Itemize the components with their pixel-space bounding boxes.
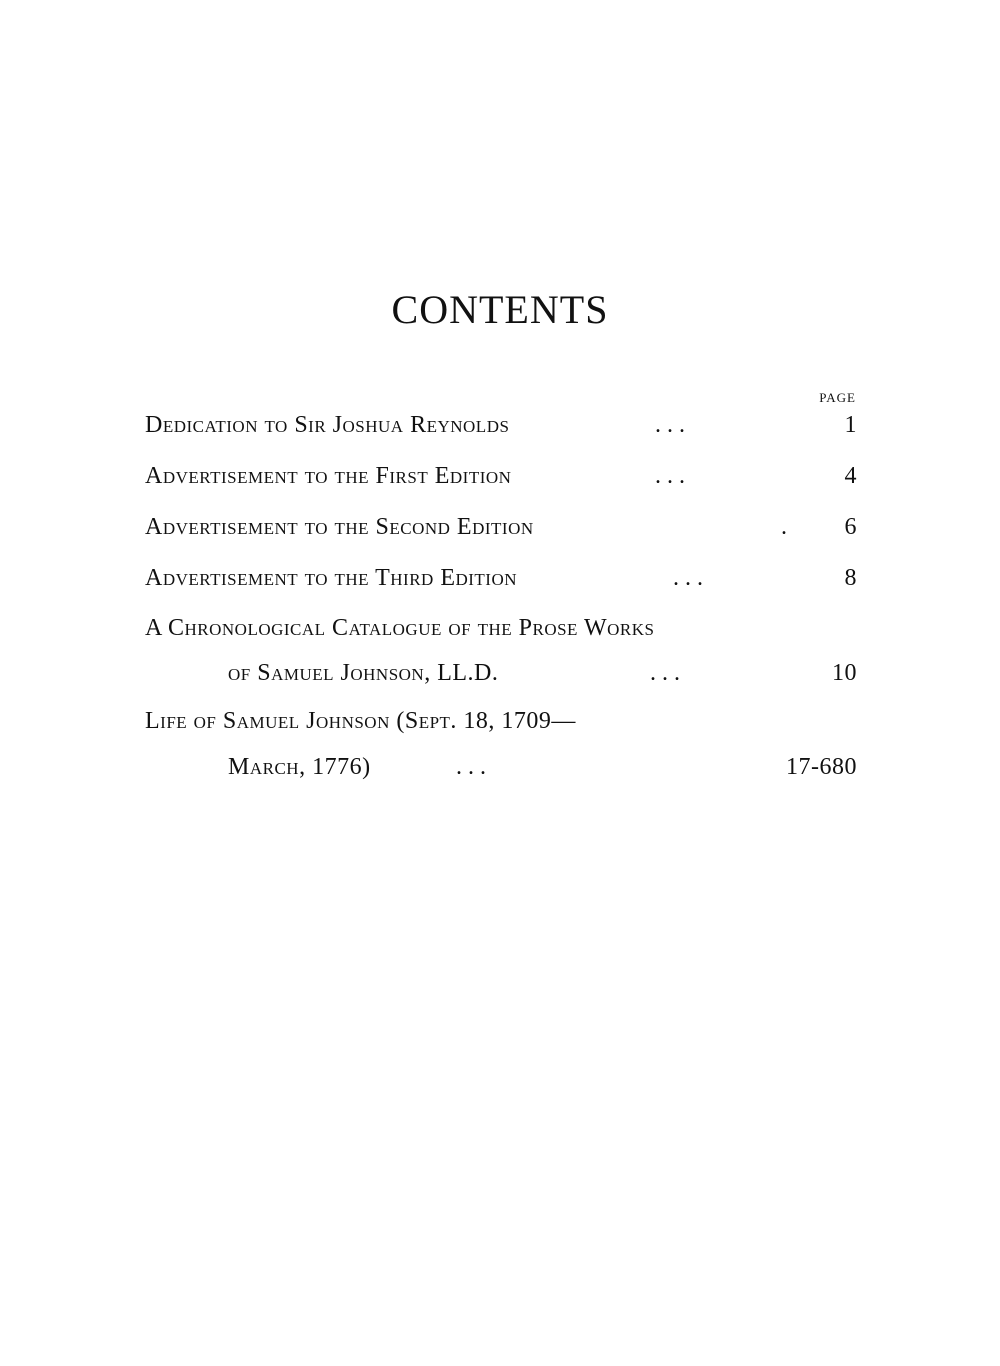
toc-page-number: 6 [844,514,857,540]
toc-entry [145,615,857,651]
toc-entry-title: Advertisement to the Second Edition [145,514,534,540]
page-column-heading: PAGE [819,390,856,405]
toc-entry [145,463,857,499]
page-title: CONTENTS [391,287,609,332]
toc-entry-title: of Samuel Johnson, LL.D. [228,660,499,686]
toc-entry-continuation [228,660,857,696]
toc-entry-title: Advertisement to the Third Edition [145,565,518,591]
toc-leader-dots: . . . [655,412,685,438]
toc-page-number: 17-680 [786,754,857,780]
toc-leader-dots: . . . [655,463,685,489]
toc-entry-continuation [228,754,857,790]
toc-entry-title: Life of Samuel Johnson (Sept. 18, 1709— [145,708,576,734]
toc-leader-dots: . [781,514,787,540]
toc-page-number: 4 [844,463,857,489]
toc-page-number: 10 [832,660,857,686]
toc-entry [145,514,857,550]
toc-leader-dots: . . . [650,660,680,686]
toc-page-number: 1 [844,412,857,438]
toc-leader-dots: . . . [456,754,486,780]
toc-entry-title: Advertisement to the First Edition [145,463,512,489]
toc-leader-dots: . . . [673,565,703,591]
toc-entry-title: A Chronological Catalogue of the Prose Works [145,615,655,641]
toc-entry [145,412,857,448]
toc-entry-title: March, 1776) [228,754,371,780]
toc-entry [145,708,857,744]
toc-page-number: 8 [844,565,857,591]
toc-entry-title: Dedication to Sir Joshua Reynolds [145,412,510,438]
toc-entry [145,565,857,601]
